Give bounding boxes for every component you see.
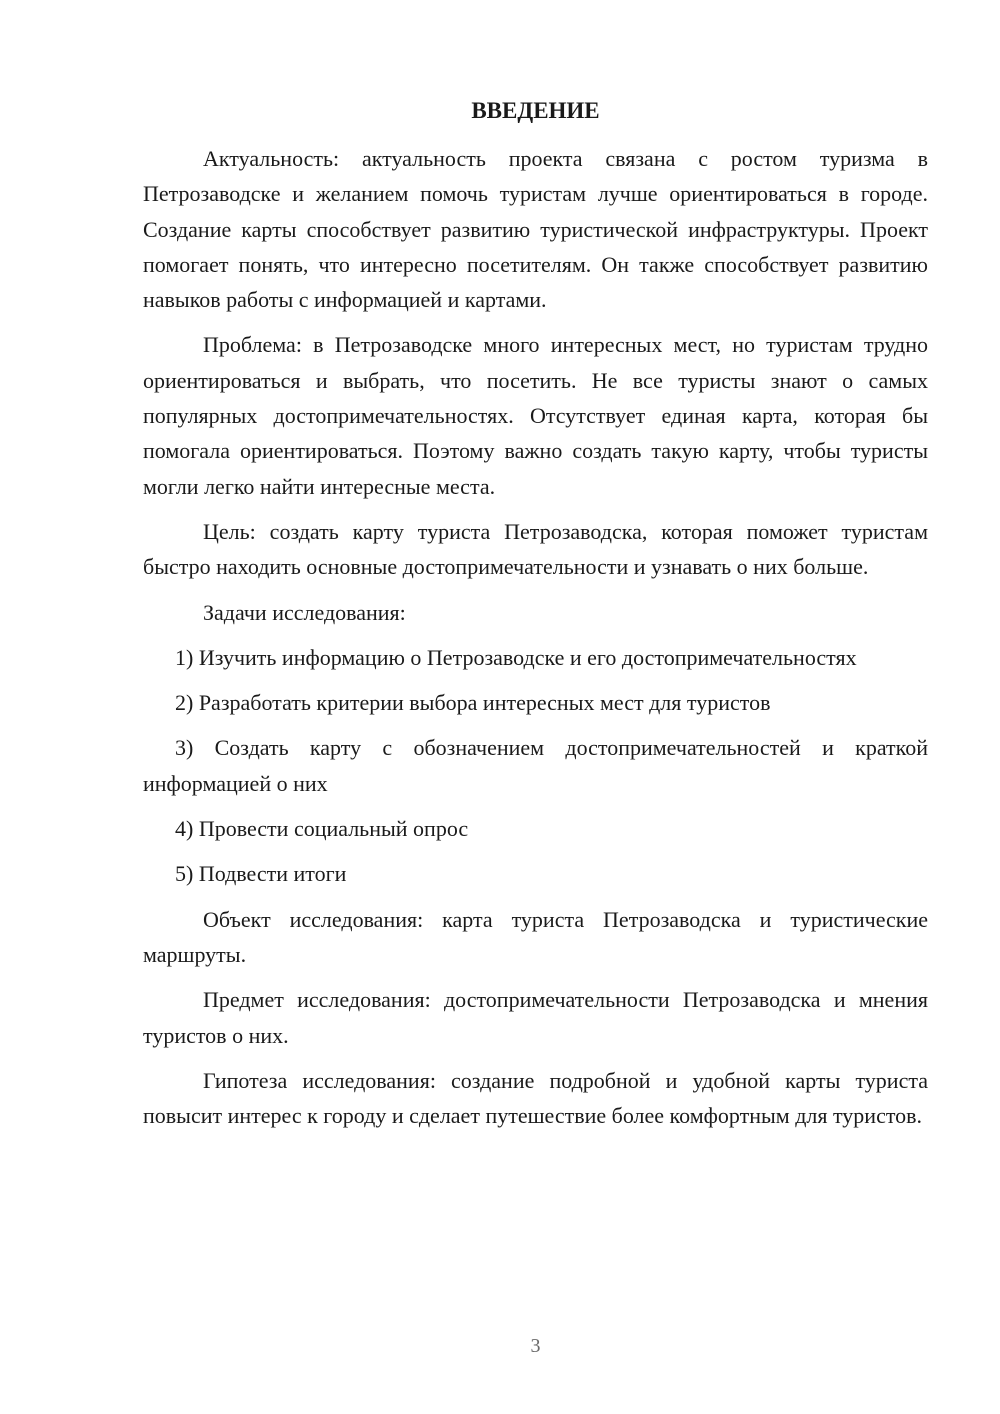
task-item-2: 2) Разработать критерии выбора интересных мест для туристов — [175, 690, 771, 716]
hypothesis-paragraph: Гипотеза исследования: создание подробной и удобной карты туриста повысит интерес к городу и сделает путешествие более комфортным для туристов. — [143, 1067, 928, 1129]
task-item-5: 5) Подвести итоги — [175, 861, 347, 887]
task-item-1: 1) Изучить информацию о Петрозаводске и его достопримечательностях — [175, 644, 857, 670]
goal-paragraph: Цель: создать карту туриста Петрозаводска, которая поможет туристам быстро находить основные достопримечательности и узнавать о них больше. — [143, 518, 928, 580]
task-item-4: 4) Провести социальный опрос — [175, 816, 469, 842]
object-paragraph: Объект исследования: карта туриста Петрозаводска и туристические маршруты. — [143, 906, 928, 967]
page-number: 3 — [530, 1335, 541, 1357]
problem-paragraph: Проблема: в Петрозаводске много интересных мест, но туристам трудно ориентироваться и выбрать, что посетить. Не все туристы знают о самых популярных достопримечательностях. Отсутствует единая карта, которая бы помогала ориентироваться. Поэтому важно создать такую карту, чтобы туристы могли легко найти интересные места. — [143, 332, 928, 499]
task-item-3: 3) Создать карту с обозначением достопримечательностей и краткой информацией о них — [143, 735, 928, 796]
relevance-paragraph: Актуальность: актуальность проекта связана с ростом туризма в Петрозаводске и желанием помочь туристам лучше ориентироваться в городе. Создание карты способствует развитию туристической инфраструктуры. Проект помогает понять, что интересно посетителям. Он также способствует развитию навыков работы с информацией и картами. — [143, 146, 928, 313]
document-page — [143, 0, 928, 1414]
document-body — [143, 141, 928, 1143]
subject-paragraph: Предмет исследования: достопримечательности Петрозаводска и мнения туристов о них. — [143, 987, 928, 1048]
tasks-heading: Задачи исследования: — [203, 599, 406, 625]
page-title: ВВЕДЕНИЕ — [471, 98, 600, 123]
